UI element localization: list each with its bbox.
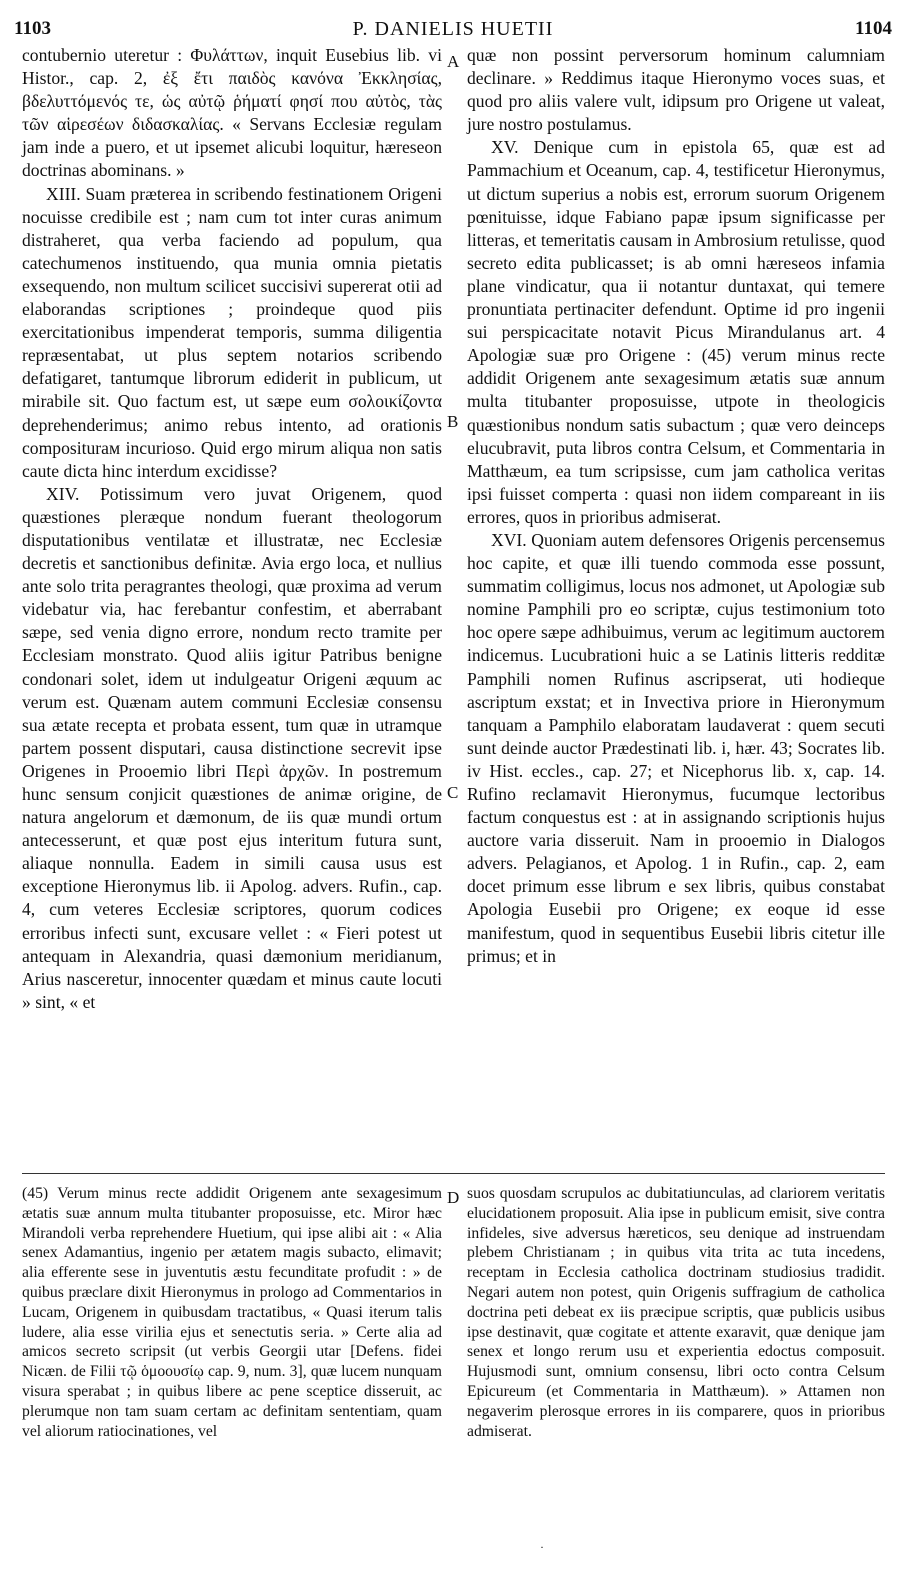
right-column — [467, 44, 885, 968]
margin-letter: D — [447, 1188, 460, 1207]
margin-letter: B — [447, 412, 459, 431]
paragraph: XIV. Potissimum vero juvat Origenem, quod quæstiones pleræque nondum fuerant theologorum disputationibus ventilatæ et illustratæ, nec Ecclesiæ decretis et sanctionibus definitæ. Avia ergo loca, et nullius ante solo trita peragrantes theologi, quæ proxima ad verum videbatur via, hac ferebantur confestim, et aberrabant sæpe, sed venia digno errore, nondum recto tramite per Ecclesiam monstrato. Quod aliis igitur Patribus benigne condonari solet, idem ut indulgeatur Origeni æquum ac verum est. Quænam autem communi Ecclesiæ consensu sua ætate recepta et probata essent, tum quæ in utramque partem possent disputari, causa distinctione secrevit ipse Origenes in Prooemio libri Περὶ ἀρχῶν. In postremum hunc sensum conjicit quæstiones de animæ origine, de natura angelorum et dæmonum, de iis quæ mundi ortum antecesserunt, et quæ post ejus interitum futura sunt, aliaque nonnulla. Eadem in simili causa usus est exceptione Hieronymus lib. ii Apolog. advers. Rufin., cap. 4, cum veteres Ecclesiæ scriptores, quorum codices erroribus infecti sunt, excusare vellet : « Fieri potest ut antequam in Alexandria, quasi dæmonium meridianum, Arius nasceretur, innocenter quædam et minus caute locuti » sint, « et — [22, 483, 442, 1012]
paragraph: XV. Denique cum in epistola 65, quæ est ad Pammachium et Oceanum, cap. 4, testificetur Hieronymus, ut dictum superius a nobis est, errorum suorum Origenem pœnituisse, idque Fabiano papæ ipsum significasse per litteras, et temeritatis causam in Ambrosium retulisse, quod secreto edita publicasset; is ab omni hæreseos infamia plane vindicatur, qua ii notantur duntaxat, qui temere pronuntiata pertinaciter defendunt. Optime id pro ingenii sui perspicacitate notavit Picus Mirandulanus art. 4 Apologiæ suæ pro Origene : (45) verum minus recte addidit Origenem ante sexagesimum ætatis suæ annum multa titubanter proposuisse, utpote in theologicis quæstionibus nondum satis subactum ; quæ vero deinceps elucubravit, puta libros contra Celsum, et Commentaria in Matthæum, ea tum scripsisse, cum jam catholica veritas ipsi fuisset comperta : quasi non iidem compareant in iis errores, quos in prioribus admiserat. — [467, 137, 885, 527]
paragraph: contubernio uteretur : Φυλάττων, inquit Eusebius lib. vi Histor., cap. 2, ἐξ ἔτι παιδὸς κανόνα Ἐκκλησίας, βδελυττόμενός τε, ὡς αὐτῷ ῥήματί φησί που αὐτὸς, τὰς τῶν αἱρεσέων διδασκαλίας. « Servans Ecclesiæ regulam jam inde a puero, et ut ipsemet alicubi loquitur, hæreseon doctrinas abominans. » — [22, 45, 442, 181]
footnote-left-column — [22, 1184, 442, 1441]
footnote: (45) Verum minus recte addidit Origenem ante sexagesimum ætatis suæ annum multa titubanter proposuisse, etc. Miror hæc Mirandoli verba reprehendere Huetium, qui ipse alibi ait : « Alia senex Adamantius, ingenio per ætatem magis subacto, elimavit; alia efferente sese in juventutis æstu fecunditate profudit : » de quibus præclare dixit Hieronymus in prologo ad Commentarios in Lucam, Origenem in quibusdam tractatibus, « Quasi iterum talis ludere, alia esse virilia ejus et senectutis seria. » Certe alia ad amicos secreto scripsit (ut verbis Georgii utar [Defens. fidei Nicæn. de Filii τῷ ὁμοουσίῳ cap. 9, num. 3], quæ lucem nunquam visura sperabat ; in quibus libere ac pene sceptice disseruit, ac plerumque non tam suam certam ac definitam sententiam, quam vel aliorum ratiocinationes, vel — [22, 1185, 442, 1440]
footnote-divider — [22, 1173, 885, 1174]
paragraph: XVI. Quoniam autem defensores Origenis percensemus hoc capite, et quæ illi tuendo commoda esse possunt, summatim colligimus, locus nos admonet, ut Apologiæ sub nomine Pamphili pro eo scriptæ, cujus testimonium toto hoc opere sæpe adhibuimus, verum ac legitimum auctorem indicemus. Lucubrationi huic a se Latinis litteris redditæ Pamphili nomen Rufinus ascripserat, uti hodieque ascriptum exstat; et in Invectiva priore in Hieronymum tanquam a Pamphilo elaboratam laudaverat : quem secuti sunt deinde auctor Prædestinati lib. i, hær. 43; Socrates lib. iv Hist. eccles., cap. 27; et Nicephorus lib. x, cap. 14. Rufino reclamavit Hieronymus, fucumque lectoribus factum conquestus est : at in assignando scriptionis hujus auctore varia disseruit. Nam in prooemio in Dialogos advers. Pelagianos, et Apolog. 1 in Rufin., cap. 2, eam docet primum esse librum e sex libris, quibus constabat Apologia Eusebii pro Origene; ex eoque id esse manifestum, quod in sequentibus Eusebii libris citetur ille primus; et in — [467, 529, 885, 966]
running-title: P. DANIELIS HUETII — [352, 18, 554, 40]
footnote: suos quosdam scrupulos ac dubitatiunculas, ad clariorem veritatis elucidationem proposuit. Alia ipse in publicum emisit, sive contra infideles, sive adversus hæreticos, seu denique ad instruendam plebem Christianam ; in quibus vita trita ac tuta incedens, receptam in Ecclesia catholica doctrinam studiosius tradidit. Negari autem non potest, quin Origenis suffragium de catholica doctrina peti debeat ex iis præcipue scriptis, quæ publicis usibus ipse destinavit, quæ cogitate et attente exaravit, quæ denique jam senex et longo rerum usu et experientia edoctus composuit. Hujusmodi sunt, omnium consensu, libri octo contra Celsum Epicureum (et Commentaria in Matthæum). » Attamen non negaverim plerosque errores in iis comparere, quos in prioribus admiserat. — [467, 1185, 885, 1440]
running-header — [14, 16, 892, 46]
margin-letter: A — [447, 52, 460, 71]
right-page-number: 1104 — [855, 18, 892, 39]
left-column — [22, 44, 442, 1014]
left-page-number: 1103 — [14, 18, 51, 39]
paragraph: quæ non possint perversorum hominum calumniam declinare. » Reddimus itaque Hieronymo voces suas, et quod pro aliis valere vult, idipsum pro Origene ut valeat, jure nostro postulamus. — [467, 45, 885, 135]
paragraph: XIII. Suam præterea in scribendo festinationem Origeni nocuisse credibile est ; nam cum tot inter curas animum distraheret, qua verba faciendo ad populum, qua catechumenos instituendo, qua munia omnia pietatis exsequendo, non multum scilicet succisivi supererat otii ad elaborandas scriptiones ; proindeque quod piis exercitationibus impenderat temporis, summa diligentia repræsentabat, ut plus septem notarios scribendo defatigaret, tantumque librorum ediderit in publicum, ut mirabile sit. Quo factum est, ut sæpe eum σολοικίζοντα deprehenderimus; animo rebus intento, ad orationis compositurам incurioso. Quid ergo mirum aliqua non satis caute dicta hinc interdum excidisse? — [22, 183, 442, 481]
margin-letter: C — [447, 783, 459, 802]
bottom-mark: · — [540, 1540, 544, 1554]
footnote-right-column — [467, 1184, 885, 1441]
